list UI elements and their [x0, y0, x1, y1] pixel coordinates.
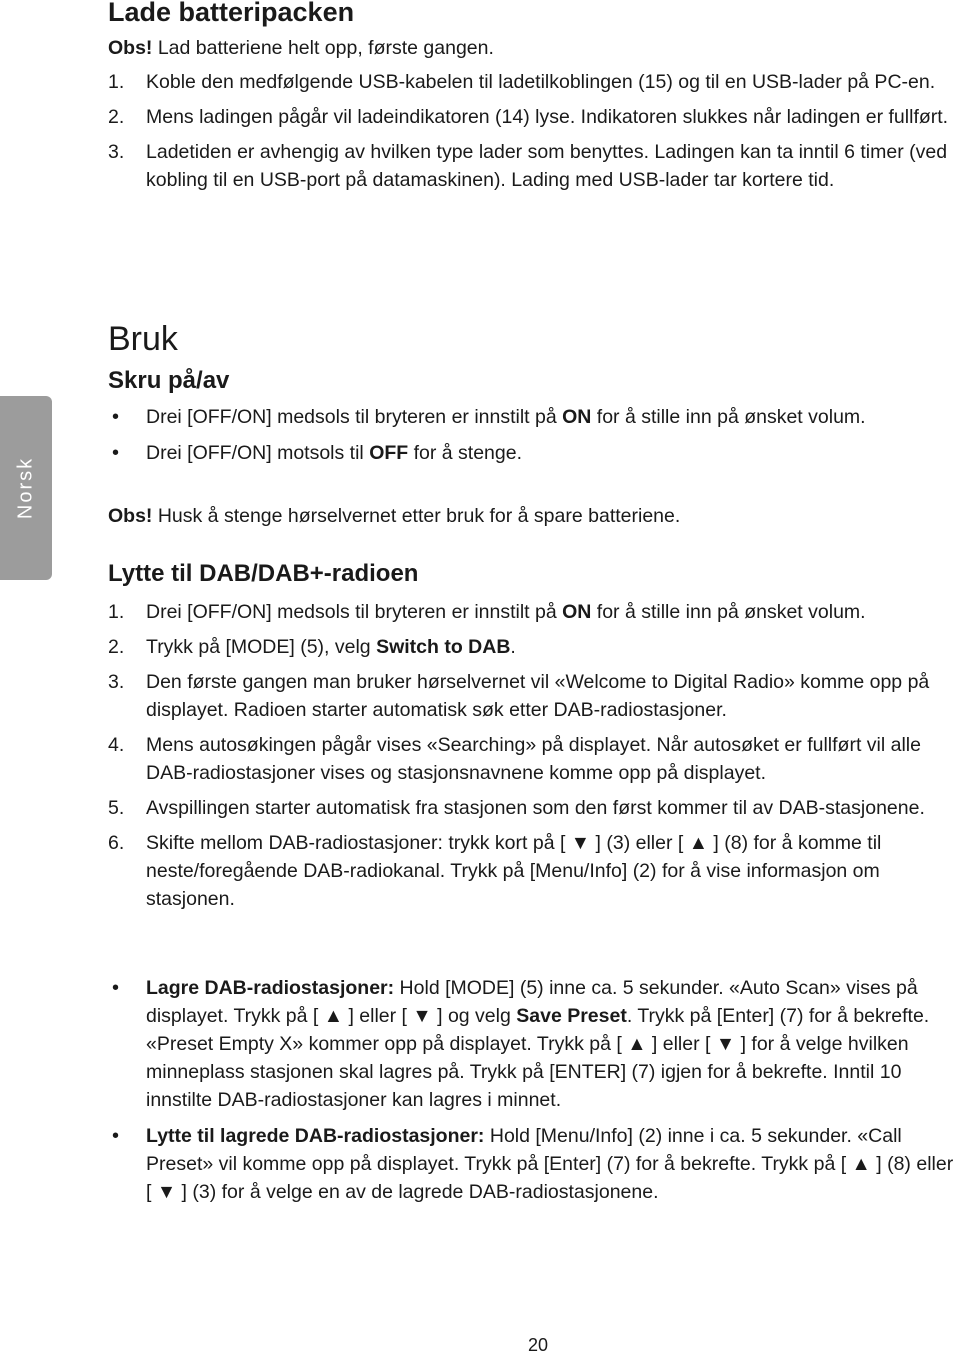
- bullet-icon: •: [112, 442, 120, 464]
- list-item: [108, 138, 960, 194]
- item-number: 1.: [108, 71, 125, 93]
- item-text-bold: Switch to DAB: [376, 636, 511, 658]
- list-item: [108, 731, 960, 787]
- item-text-post: for å stenge.: [408, 442, 523, 464]
- section-title-usage: Bruk: [108, 320, 178, 358]
- item-number: 6.: [108, 832, 125, 854]
- dab-steps-list: [108, 598, 960, 920]
- item-text-pre: Hold [MODE] (5) inne ca. 5 sekunder. «Auto Scan» vises på displayet. Trykk på [ ▲ ] eller [ ▼ ] og velg: [146, 977, 918, 1027]
- language-tab-label: Norsk: [14, 456, 37, 520]
- note-label: Obs!: [108, 37, 153, 59]
- usage-note: [108, 502, 680, 530]
- item-text-pre: Avspillingen starter automatisk fra stasjonen som den først kommer til av DAB-stasjonene.: [146, 797, 925, 819]
- item-text-pre: Trykk på [MODE] (5), velg: [146, 636, 377, 658]
- note-text: Husk å stenge hørselvernet etter bruk for å spare batteriene.: [152, 505, 681, 527]
- item-text: Koble den medfølgende USB-kabelen til ladetilkoblingen (15) og til en USB-lader på PC-en.: [146, 71, 936, 93]
- item-number: 5.: [108, 797, 125, 819]
- list-item: [108, 829, 960, 913]
- bullet-icon: •: [112, 406, 120, 428]
- item-number: 1.: [108, 601, 125, 623]
- item-text-post: for å stille inn på ønsket volum.: [591, 601, 866, 623]
- list-item: [108, 598, 960, 626]
- item-text-bold: ON: [562, 601, 592, 623]
- item-number: 2.: [108, 636, 125, 658]
- bullet-icon: •: [112, 1125, 120, 1147]
- language-tab: [0, 396, 52, 580]
- charging-steps-list: [108, 68, 960, 201]
- list-item: [108, 403, 960, 431]
- item-text-bold: OFF: [369, 442, 409, 464]
- list-item: [108, 974, 960, 1114]
- power-bullets-list: [108, 403, 960, 475]
- item-text-post: for å stille inn på ønsket volum.: [591, 406, 866, 428]
- list-item: [108, 103, 960, 131]
- preset-bullets-list: [108, 974, 960, 1214]
- section-title-charging: Lade batteripacken: [108, 0, 355, 27]
- item-text-pre: Hold [Menu/Info] (2) inne i ca. 5 sekunder. «Call Preset» vil komme opp på displayet. Trykk på [Enter] (7) for å bekrefte. Trykk på [ ▲ ] (8) eller [ ▼ ] (3) for å velge en av de lagrede DAB-radiostasjonene.: [146, 1125, 954, 1203]
- item-text-pre: Drei [OFF/ON] motsols til: [146, 442, 370, 464]
- item-number: 4.: [108, 734, 125, 756]
- item-text-post: .: [510, 636, 516, 658]
- list-item: [108, 439, 960, 467]
- list-item: [108, 1122, 960, 1206]
- bullet-icon: •: [112, 977, 120, 999]
- item-text-pre: Drei [OFF/ON] medsols til bryteren er innstilt på: [146, 601, 563, 623]
- item-number: 3.: [108, 141, 125, 163]
- item-text-post: . Trykk på [Enter] (7) for å bekrefte. «Preset Empty X» kommer opp på displayet. Trykk på [ ▲ ] eller [ ▼ ] for å velge hvilken minneplass stasjonen skal lagres på. Trykk på [ENTER] (7) igjen for å bekrefte. Inntil 10 innstilte DAB-radiostasjoner kan lagres i minnet.: [146, 1005, 930, 1111]
- item-text-bold: Lagre DAB-radiostasjoner:: [146, 977, 395, 999]
- charging-note: [108, 34, 494, 62]
- item-text-bold: Lytte til lagrede DAB-radiostasjoner:: [146, 1125, 485, 1147]
- item-text: Mens ladingen pågår vil ladeindikatoren (14) lyse. Indikatoren slukkes når ladingen er fullført.: [146, 106, 949, 128]
- item-text-bold: ON: [562, 406, 592, 428]
- note-text: Lad batteriene helt opp, første gangen.: [152, 37, 494, 59]
- item-text-pre: Drei [OFF/ON] medsols til bryteren er innstilt på: [146, 406, 563, 428]
- item-text-pre: Skifte mellom DAB-radiostasjoner: trykk kort på [ ▼ ] (3) eller [ ▲ ] (8) for å komme til neste/foregående DAB-radiokanal. Trykk på [Menu/Info] (2) for å vise informasjon om stasjonen.: [146, 832, 882, 910]
- item-number: 3.: [108, 671, 125, 693]
- subsection-title-dab: Lytte til DAB/DAB+-radioen: [108, 560, 419, 587]
- list-item: [108, 668, 960, 724]
- page-number: 20: [527, 1335, 549, 1355]
- item-text-bold2: Save Preset: [516, 1005, 627, 1027]
- subsection-title-power: Skru på/av: [108, 367, 230, 394]
- item-text-pre: Den første gangen man bruker hørselvernet vil «Welcome to Digital Radio» komme opp på displayet. Radioen starter automatisk søk etter DAB-radiostasjoner.: [146, 671, 930, 721]
- note-label: Obs!: [108, 505, 153, 527]
- list-item: [108, 633, 960, 661]
- item-text: Ladetiden er avhengig av hvilken type lader som benyttes. Ladingen kan ta inntil 6 timer (ved kobling til en USB-port på datamaskinen). Lading med USB-lader tar kortere tid.: [146, 141, 948, 191]
- item-text-pre: Mens autosøkingen pågår vises «Searching» på displayet. Når autosøket er fullført vil alle DAB-radiostasjoner vises og stasjonsnavnene komme opp på displayet.: [146, 734, 921, 784]
- list-item: [108, 794, 960, 822]
- item-number: 2.: [108, 106, 125, 128]
- list-item: [108, 68, 960, 96]
